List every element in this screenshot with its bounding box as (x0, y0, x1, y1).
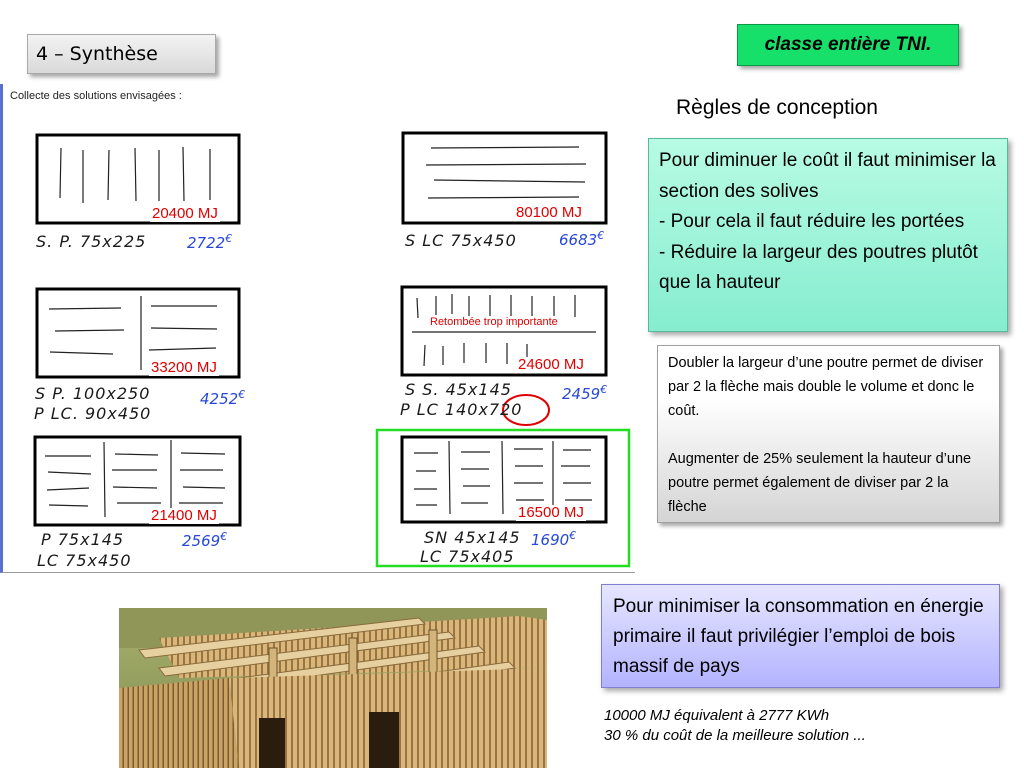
footnote-line-1: 10000 MJ équivalent à 2777 KWh (604, 707, 830, 724)
section-title: 4 – Synthèse (27, 34, 216, 74)
rule-line-2: - Pour cela il faut réduire les portées (659, 211, 965, 232)
handwriting-plan-6-line1: SN 45x145 (424, 528, 521, 547)
rule-line-1: Pour diminuer le coût il faut minimiser la section des solives (659, 150, 996, 202)
rule-line-3: - Réduire la largeur des poutres plutôt que la hauteur (659, 241, 978, 293)
inner-note-plan-4: Retombée trop importante (430, 316, 558, 328)
handwriting-plan-5-line1: P 75x145 (41, 530, 125, 549)
cost-plan-6: 1690€ (531, 529, 577, 549)
energy-label-plan-4: 24600 MJ (518, 356, 584, 373)
energy-label-plan-1: 20400 MJ (152, 205, 218, 222)
cost-plan-5: 2569€ (182, 530, 228, 550)
handwriting-plan-4-line2: P LC 140x720 (400, 400, 523, 419)
energy-label-plan-2: 80100 MJ (516, 204, 582, 221)
handwriting-plan-3-line2: P LC. 90x450 (34, 404, 152, 423)
energy-label-plan-3: 33200 MJ (151, 359, 217, 376)
rules-heading: Règles de conception (676, 96, 878, 119)
beam-note-box (657, 345, 1000, 523)
sketch-panel (0, 84, 635, 573)
handwriting-plan-3-line1: S P. 100x250 (35, 384, 151, 403)
sketch-heading: Collecte des solutions envisagées : (10, 90, 182, 102)
cost-plan-3: 4252€ (200, 388, 246, 408)
class-badge: classe entière TNI. (737, 24, 959, 66)
energy-label-plan-6: 16500 MJ (518, 504, 584, 521)
note-paragraph-1: Doubler la largeur d’une poutre permet de diviser par 2 la flèche mais double le volume et donc le coût. (668, 355, 984, 419)
timber-frame-photo (119, 608, 547, 768)
handwriting-plan-6-line2: LC 75x405 (420, 547, 515, 566)
handwriting-plan-1: S. P. 75x225 (36, 232, 147, 251)
design-rules-box (648, 138, 1008, 332)
primary-energy-box: Pour minimiser la consommation en énergie primaire il faut privilégier l’emploi de bois massif de pays (601, 584, 1000, 688)
circled-value: 720 (488, 400, 523, 419)
floor-plan-sketches (3, 84, 635, 572)
footnote-line-2: 30 % du coût de la meilleure solution ... (604, 727, 866, 744)
handwriting-plan-2: S LC 75x450 (405, 231, 517, 250)
handwriting-plan-5-line2: LC 75x450 (37, 551, 132, 570)
cost-plan-4: 2459€ (562, 383, 608, 403)
footnote (604, 706, 866, 746)
energy-label-plan-5: 21400 MJ (151, 507, 217, 524)
cost-plan-2: 6683€ (559, 229, 605, 249)
cost-plan-1: 2722€ (187, 232, 233, 252)
handwriting-plan-4-line1: S S. 45x145 (405, 380, 512, 399)
note-paragraph-2: Augmenter de 25% seulement la hauteur d’une poutre permet également de diviser par 2 la flèche (668, 451, 972, 515)
